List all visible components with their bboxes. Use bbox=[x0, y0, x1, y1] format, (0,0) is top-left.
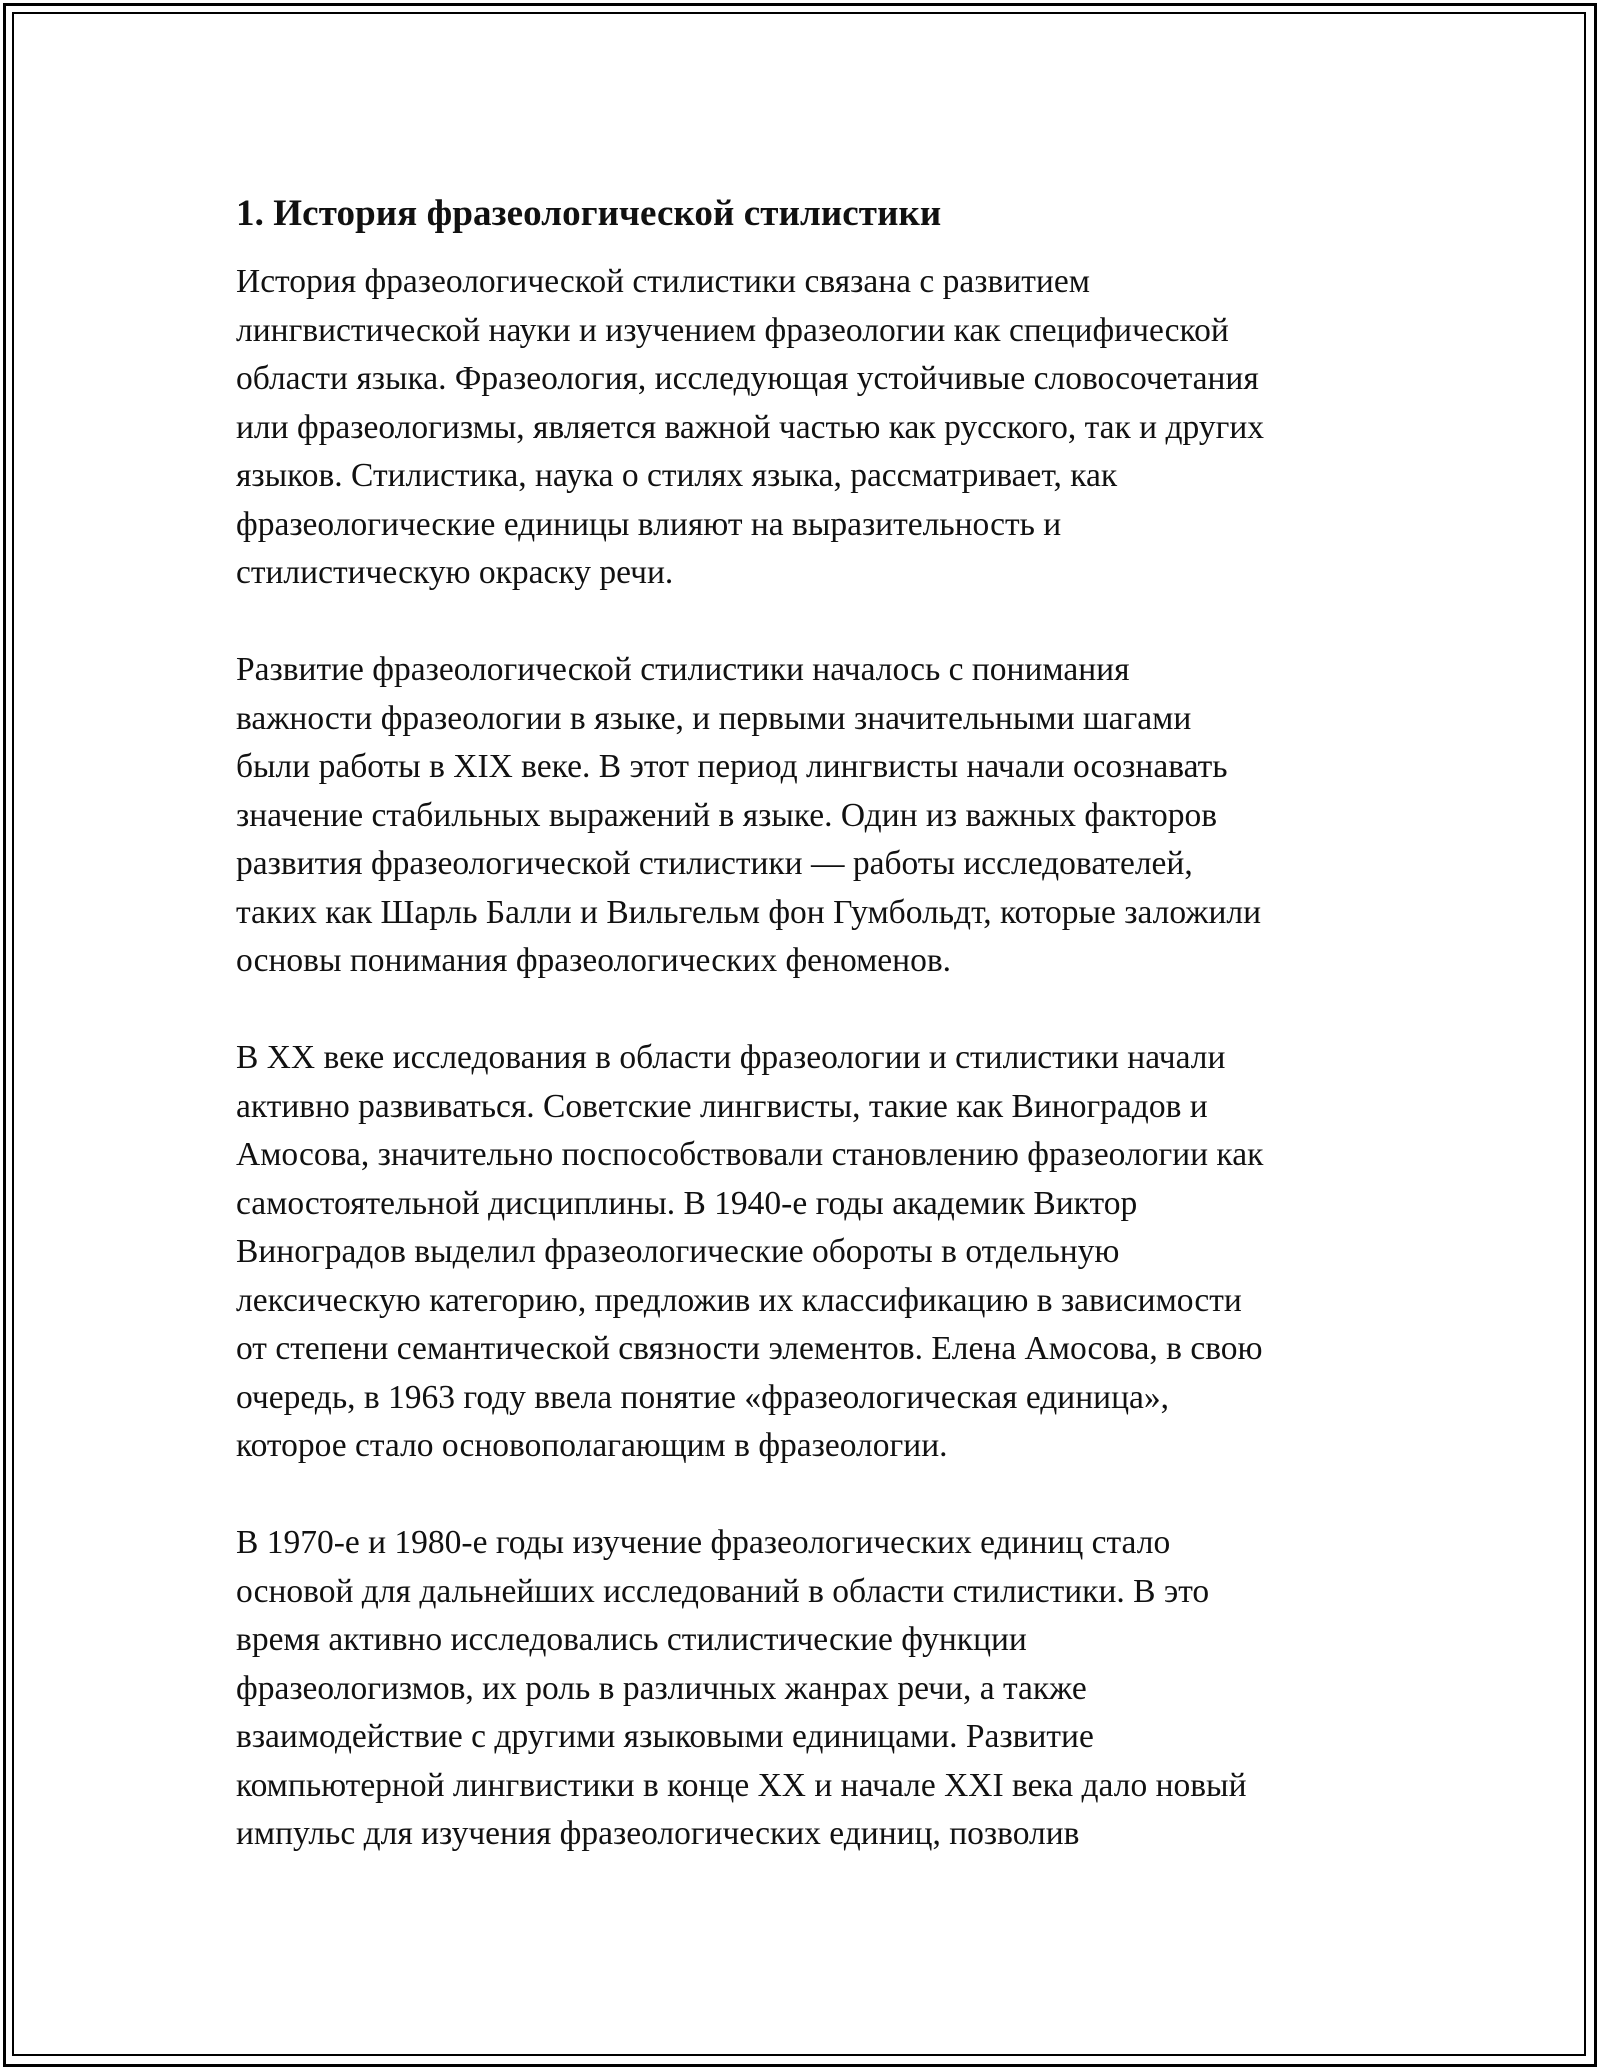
document-body bbox=[236, 188, 1386, 1907]
paragraph-3: В XX веке исследования в области фразеологии и стилистики начали активно развиваться. Советские лингвисты, такие как Виноградов и Амосова, значительно поспособствовали становлению фразеологии как самостоятельной дисциплины. В 1940-е годы академик Виктор Виноградов выделил фразеологические обороты в отдельную лексическую категорию, предложив их классификацию в зависимости от степени семантической связности элементов. Елена Амосова, в свою очередь, в 1963 году ввела понятие «фразеологическая единица», которое стало основополагающим в фразеологии. bbox=[236, 1039, 1264, 1464]
paragraph-2: Развитие фразеологической стилистики началось с понимания важности фразеологии в языке, и первыми значительными шагами были работы в XIX веке. В этот период лингвисты начали осознавать значение стабильных выражений в языке. Один из важных факторов развития фразеологической стилистики — работы исследователей, таких как Шарль Балли и Вильгельм фон Гумбольдт, которые заложили основы понимания фразеологических феноменов. bbox=[236, 651, 1262, 979]
paragraph-1: История фразеологической стилистики связана с развитием лингвистической науки и изучением фразеологии как специфической области языка. Фразеология, исследующая устойчивые словосочетания или фразеологизмы, является важной частью как русского, так и других языков. Стилистика, наука о стилях языка, рассматривает, как фразеологические единицы влияют на выразительность и стилистическую окраску речи. bbox=[236, 263, 1264, 591]
section-heading: 1. История фразеологической стилистики bbox=[236, 193, 942, 234]
paragraph-4: В 1970-е и 1980-е годы изучение фразеологических единиц стало основой для дальнейших исследований в области стилистики. В это время активно исследовались стилистические функции фразеологизмов, их роль в различных жанрах речи, а также взаимодействие с другими языковыми единицами. Развитие компьютерной лингвистики в конце XX и начале XXI века дало новый импульс для изучения фразеологических единиц, позволив bbox=[236, 1524, 1247, 1852]
